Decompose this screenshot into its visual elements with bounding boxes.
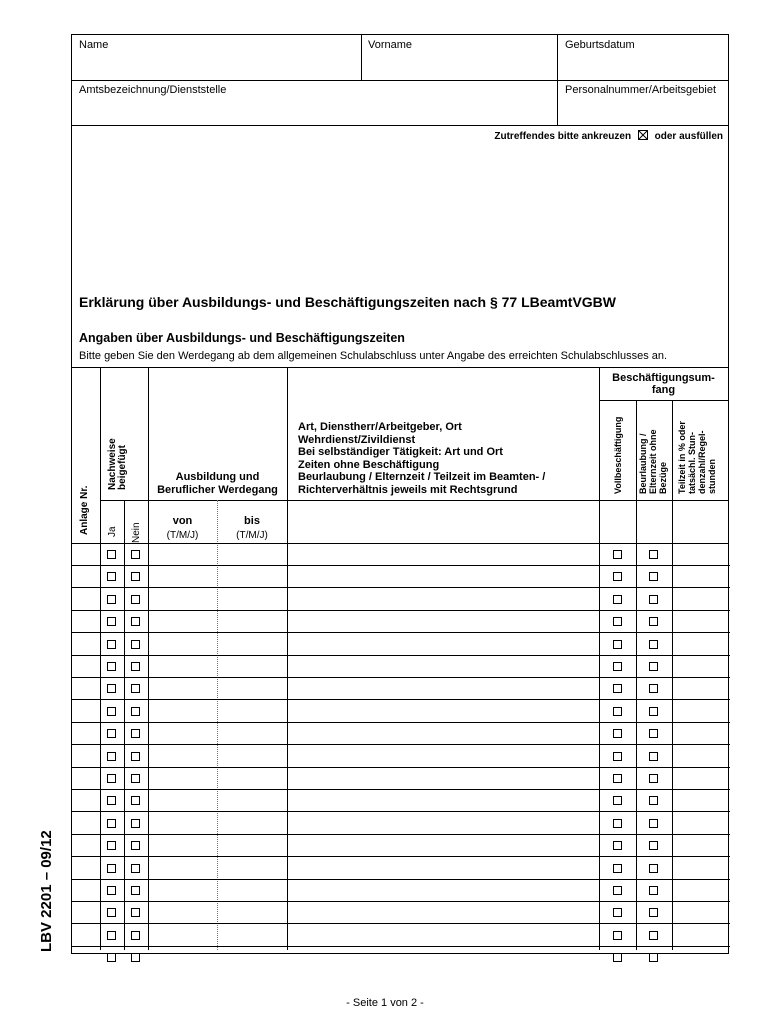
divider: [72, 125, 728, 126]
section-subtitle: Angaben über Ausbildungs- und Beschäftigungszeiten: [79, 331, 405, 345]
nein-checkbox[interactable]: [131, 684, 140, 693]
ja-checkbox[interactable]: [107, 886, 116, 895]
divider: [599, 400, 728, 401]
ja-checkbox[interactable]: [107, 752, 116, 761]
vollbeschaeftigung-checkbox[interactable]: [613, 841, 622, 850]
art-line: Art, Dienstherr/Arbeitgeber, Ort: [298, 421, 462, 433]
nein-checkbox[interactable]: [131, 729, 140, 738]
teilzeit-label-4: stunden: [707, 459, 717, 494]
name-field[interactable]: [76, 55, 360, 77]
nein-checkbox[interactable]: [131, 640, 140, 649]
amtsbezeichnung-field[interactable]: [76, 100, 556, 122]
ja-checkbox[interactable]: [107, 908, 116, 917]
beurlaubung-checkbox[interactable]: [649, 572, 658, 581]
table-row: [72, 902, 730, 924]
beurlaubung-checkbox[interactable]: [649, 729, 658, 738]
vollbeschaeftigung-checkbox[interactable]: [613, 640, 622, 649]
nein-checkbox[interactable]: [131, 931, 140, 940]
art-line: Richterverhältnis jeweils mit Rechtsgrund: [298, 483, 518, 496]
vollbeschaeftigung-checkbox[interactable]: [613, 931, 622, 940]
vollbeschaeftigung-checkbox[interactable]: [613, 550, 622, 559]
ja-checkbox[interactable]: [107, 707, 116, 716]
beurlaubung-checkbox[interactable]: [649, 796, 658, 805]
beurlaubung-label-3: Bezüge: [658, 461, 668, 494]
table-row: [72, 858, 730, 880]
umfang-label: [599, 372, 728, 396]
table-top-border: [72, 367, 728, 368]
beurlaubung-checkbox[interactable]: [649, 640, 658, 649]
teilzeit-label-3: denzahl/Regel-: [697, 430, 707, 494]
beurlaubung-checkbox[interactable]: [649, 595, 658, 604]
nein-checkbox[interactable]: [131, 550, 140, 559]
beurlaubung-checkbox[interactable]: [649, 886, 658, 895]
section-description: Bitte geben Sie den Werdegang ab dem allgemeinen Schulabschluss unter Angabe des erreichten Schulabschlusses an.: [79, 350, 668, 362]
beurlaubung-checkbox[interactable]: [649, 931, 658, 940]
ja-checkbox[interactable]: [107, 572, 116, 581]
table-row: [72, 656, 730, 678]
vollbeschaeftigung-checkbox[interactable]: [613, 662, 622, 671]
beurlaubung-checkbox[interactable]: [649, 908, 658, 917]
table-row: [72, 566, 730, 588]
table-row: [72, 768, 730, 790]
vollbeschaeftigung-checkbox[interactable]: [613, 684, 622, 693]
ja-checkbox[interactable]: [107, 684, 116, 693]
ja-checkbox[interactable]: [107, 864, 116, 873]
art-line: Wehrdienst/Zivildienst: [298, 433, 416, 446]
divider: [361, 35, 362, 80]
art-line: Zeiten ohne Beschäftigung: [298, 458, 440, 471]
vollbeschaeftigung-checkbox[interactable]: [613, 774, 622, 783]
beurlaubung-checkbox[interactable]: [649, 684, 658, 693]
page-footer: - Seite 1 von 2 -: [346, 997, 424, 1009]
beurlaubung-label-1: Beurlaubung /: [638, 433, 648, 494]
ja-checkbox[interactable]: [107, 819, 116, 828]
nein-checkbox[interactable]: [131, 595, 140, 604]
von-label: von: [172, 515, 193, 527]
ja-label: Ja: [107, 526, 118, 537]
beurlaubung-checkbox[interactable]: [649, 819, 658, 828]
umfang-line: fang: [651, 384, 676, 396]
nein-checkbox[interactable]: [131, 774, 140, 783]
beurlaubung-checkbox[interactable]: [649, 752, 658, 761]
instruction-line: [494, 130, 723, 142]
nein-checkbox[interactable]: [131, 617, 140, 626]
bis-format: (T/M/J): [236, 530, 268, 541]
ja-checkbox[interactable]: [107, 953, 116, 962]
table-row: [72, 723, 730, 745]
ja-checkbox[interactable]: [107, 841, 116, 850]
geburtsdatum-field[interactable]: [561, 55, 727, 77]
table-row: [72, 611, 730, 633]
page-title: Erklärung über Ausbildungs- und Beschäftigungszeiten nach § 77 LBeamtVGBW: [79, 294, 616, 310]
ja-checkbox[interactable]: [107, 617, 116, 626]
vollbeschaeftigung-checkbox[interactable]: [613, 819, 622, 828]
ja-checkbox[interactable]: [107, 729, 116, 738]
nachweise-label-1: Nachweise: [107, 438, 118, 490]
amtsbezeichnung-label: Amtsbezeichnung/Dienststelle: [79, 84, 227, 96]
beurlaubung-checkbox[interactable]: [649, 774, 658, 783]
divider: [100, 500, 728, 501]
vollbeschaeftigung-checkbox[interactable]: [613, 886, 622, 895]
nein-checkbox[interactable]: [131, 841, 140, 850]
nein-checkbox[interactable]: [131, 819, 140, 828]
table-row: [72, 813, 730, 835]
ja-checkbox[interactable]: [107, 931, 116, 940]
crossed-box-icon: [638, 130, 648, 140]
table-row: [72, 634, 730, 656]
beurlaubung-checkbox[interactable]: [649, 617, 658, 626]
nein-checkbox[interactable]: [131, 707, 140, 716]
geburtsdatum-label: Geburtsdatum: [565, 39, 635, 51]
beurlaubung-label-2: Elternzeit ohne: [648, 429, 658, 494]
beurlaubung-checkbox[interactable]: [649, 864, 658, 873]
voll-label: Vollbeschäftigung: [613, 416, 623, 494]
ja-checkbox[interactable]: [107, 662, 116, 671]
table-row: [72, 544, 730, 566]
ja-checkbox[interactable]: [107, 550, 116, 559]
table-row: [72, 835, 730, 857]
art-line: Beurlaubung / Elternzeit / Teilzeit im Beamten- /: [298, 471, 546, 483]
nein-label: Nein: [131, 522, 142, 543]
ausbildung-label-1: Ausbildung und: [175, 471, 260, 483]
table-row: [72, 746, 730, 768]
table-row: [72, 790, 730, 812]
form-code: LBV 2201 – 09/12: [38, 830, 55, 952]
form-frame: [71, 34, 729, 954]
vollbeschaeftigung-checkbox[interactable]: [613, 953, 622, 962]
nein-checkbox[interactable]: [131, 796, 140, 805]
table-row: [72, 880, 730, 902]
personalnummer-field[interactable]: [561, 100, 727, 122]
instruction-text-1: Zutreffendes bitte ankreuzen: [494, 131, 632, 142]
name-label: Name: [79, 39, 109, 51]
vollbeschaeftigung-checkbox[interactable]: [613, 796, 622, 805]
table-row: [72, 589, 730, 611]
nein-checkbox[interactable]: [131, 572, 140, 581]
art-description: [298, 421, 545, 496]
teilzeit-label-1: Teilzeit in % oder: [677, 421, 687, 494]
vollbeschaeftigung-checkbox[interactable]: [613, 595, 622, 604]
beurlaubung-checkbox[interactable]: [649, 707, 658, 716]
nein-checkbox[interactable]: [131, 864, 140, 873]
nein-checkbox[interactable]: [131, 908, 140, 917]
vollbeschaeftigung-checkbox[interactable]: [613, 752, 622, 761]
vollbeschaeftigung-checkbox[interactable]: [613, 707, 622, 716]
vollbeschaeftigung-checkbox[interactable]: [613, 864, 622, 873]
beurlaubung-checkbox[interactable]: [649, 841, 658, 850]
table-row: [72, 701, 730, 723]
von-format: (T/M/J): [166, 530, 199, 541]
divider: [72, 80, 728, 81]
vollbeschaeftigung-checkbox[interactable]: [613, 572, 622, 581]
ausbildung-label-2: Beruflicher Werdegang: [157, 484, 278, 496]
anlage-label: Anlage Nr.: [79, 485, 90, 535]
beurlaubung-checkbox[interactable]: [649, 953, 658, 962]
ja-checkbox[interactable]: [107, 774, 116, 783]
beurlaubung-checkbox[interactable]: [649, 550, 658, 559]
table-row: [72, 947, 730, 969]
vollbeschaeftigung-checkbox[interactable]: [613, 729, 622, 738]
teilzeit-label-2: tatsächl. Stun-: [687, 431, 697, 494]
art-line: Bei selbständiger Tätigkeit: Art und Ort: [298, 446, 503, 458]
nein-checkbox[interactable]: [131, 953, 140, 962]
vorname-field[interactable]: [365, 55, 557, 77]
bis-label: bis: [244, 515, 260, 527]
personalnummer-label: Personalnummer/Arbeitsgebiet: [565, 84, 717, 96]
nachweise-label-2: beigefügt: [117, 445, 128, 490]
vorname-label: Vorname: [368, 39, 413, 51]
nein-checkbox[interactable]: [131, 662, 140, 671]
nein-checkbox[interactable]: [131, 752, 140, 761]
beurlaubung-checkbox[interactable]: [649, 662, 658, 671]
nein-checkbox[interactable]: [131, 886, 140, 895]
table-row: [72, 678, 730, 700]
vollbeschaeftigung-checkbox[interactable]: [613, 908, 622, 917]
ja-checkbox[interactable]: [107, 796, 116, 805]
instruction-text-2: oder ausfüllen: [654, 131, 723, 142]
vollbeschaeftigung-checkbox[interactable]: [613, 617, 622, 626]
ja-checkbox[interactable]: [107, 640, 116, 649]
ja-checkbox[interactable]: [107, 595, 116, 604]
table-row: [72, 925, 730, 947]
umfang-line: Beschäftigungsum-: [612, 372, 715, 384]
